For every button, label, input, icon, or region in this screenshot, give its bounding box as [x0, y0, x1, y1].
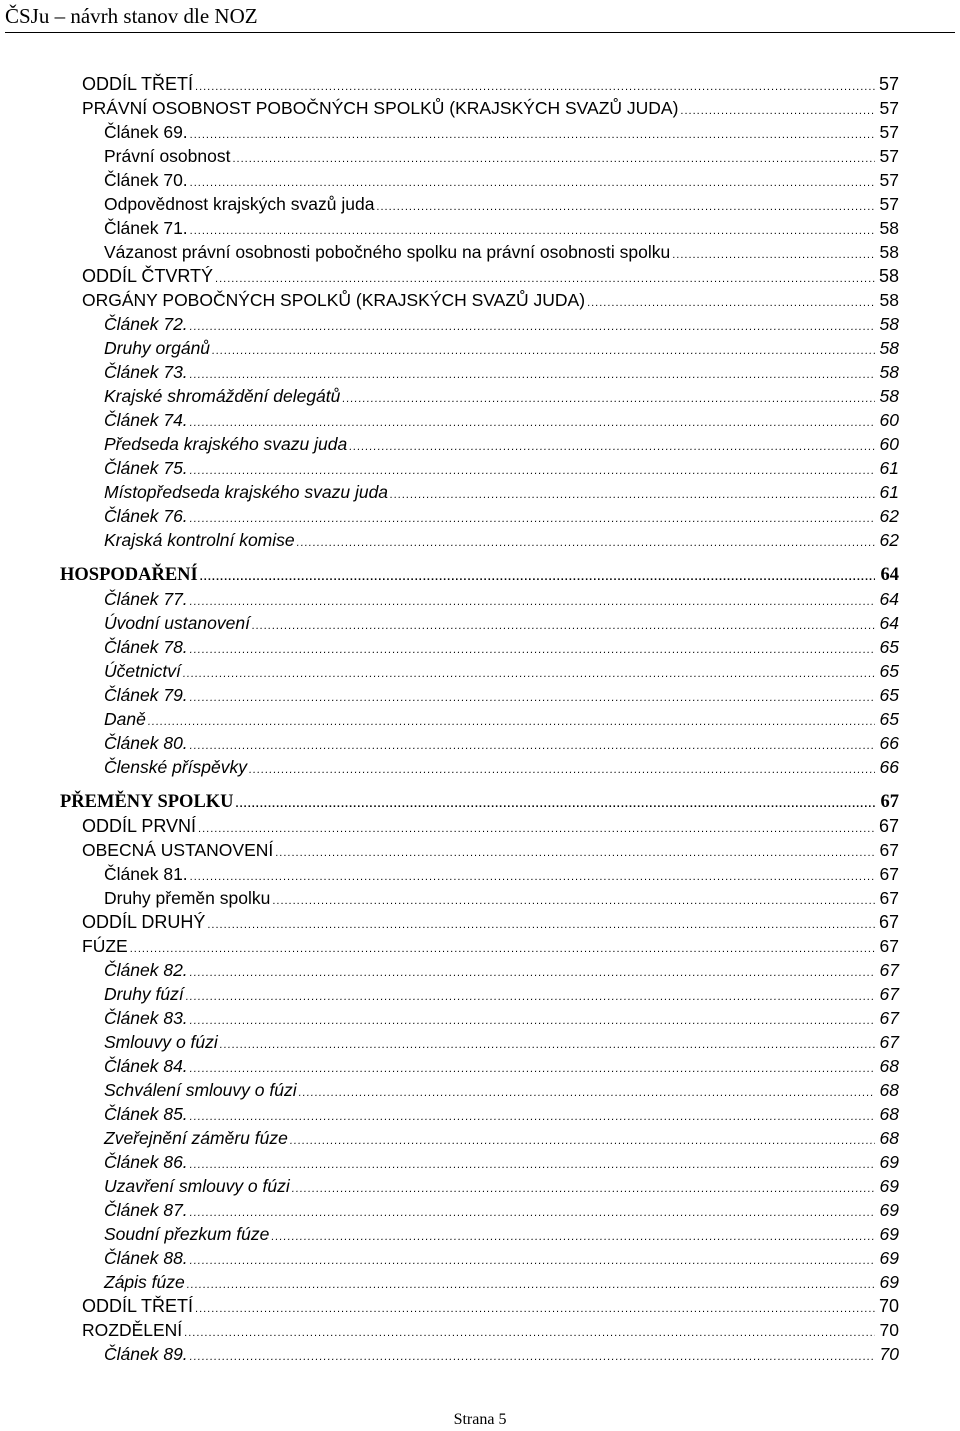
toc-entry[interactable]	[0, 456, 899, 480]
toc-entry-title: Místopředseda krajského svazu juda	[104, 482, 389, 502]
toc-entry-page: 68	[879, 1080, 899, 1100]
toc-entry[interactable]	[0, 862, 899, 886]
toc-entry-title: Druhy orgánů	[104, 338, 211, 358]
toc-leader-dots	[190, 1345, 875, 1369]
toc-entry-title: Vázanost právní osobnosti pobočného spolku na právní osobnosti spolku	[104, 242, 671, 262]
toc-entry[interactable]	[0, 1222, 899, 1246]
toc-entry-page: 58	[879, 218, 899, 238]
toc-entry[interactable]	[0, 1006, 899, 1030]
toc-entry-page: 58	[878, 266, 899, 286]
toc-entry-page: 58	[879, 290, 899, 310]
toc-entry[interactable]	[0, 72, 899, 96]
toc-entry-page: 62	[879, 530, 899, 550]
toc-entry-title: HOSPODAŘENÍ	[60, 565, 198, 585]
toc-entry[interactable]	[0, 814, 899, 838]
toc-entry[interactable]	[0, 288, 899, 312]
toc-entry-title: ORGÁNY POBOČNÝCH SPOLKŮ (KRAJSKÝCH SVAZŮ JUDA)	[82, 290, 586, 310]
toc-entry[interactable]	[0, 1198, 899, 1222]
toc-entry-page: 67	[879, 1008, 899, 1028]
toc-entry-page: 67	[878, 816, 899, 836]
toc-entry-page: 68	[879, 1104, 899, 1124]
toc-entry-title: Druhy přeměn spolku	[104, 888, 271, 908]
toc-entry[interactable]	[0, 168, 899, 192]
toc-entry-title: Článek 73.	[104, 362, 188, 382]
toc-entry[interactable]	[0, 1078, 899, 1102]
toc-entry[interactable]	[0, 683, 899, 707]
toc-entry-page: 69	[879, 1224, 899, 1244]
toc-entry-title: Článek 80.	[104, 733, 188, 753]
toc-entry[interactable]	[0, 982, 899, 1006]
toc-entry-page: 67	[879, 936, 899, 956]
toc-entry-title: Členské příspěvky	[104, 757, 247, 777]
toc-entry[interactable]	[0, 659, 899, 683]
toc-entry-title: Článek 85.	[104, 1104, 188, 1124]
toc-entry-title: Článek 72.	[104, 314, 188, 334]
toc-entry[interactable]	[0, 528, 899, 552]
toc-entry[interactable]	[0, 886, 899, 910]
toc-entry-page: 69	[879, 1272, 899, 1292]
toc-entry-title: ODDÍL TŘETÍ	[82, 1296, 194, 1316]
toc-entry-title: Článek 77.	[104, 589, 188, 609]
toc-entry[interactable]	[0, 384, 899, 408]
toc-entry-title: Krajská kontrolní komise	[104, 530, 295, 550]
toc-entry-title: ODDÍL PRVNÍ	[82, 816, 197, 836]
toc-entry-title: ODDÍL DRUHÝ	[82, 912, 206, 932]
toc-entry-page: 67	[878, 912, 899, 932]
toc-entry-title: Článek 71.	[104, 218, 188, 238]
toc-entry[interactable]	[0, 1246, 899, 1270]
toc-entry[interactable]	[0, 192, 899, 216]
toc-entry-title: Úvodní ustanovení	[104, 613, 250, 633]
toc-entry-page: 67	[879, 840, 899, 860]
toc-entry-page: 70	[878, 1296, 899, 1316]
toc-entry-page: 67	[879, 984, 899, 1004]
toc-entry-page: 57	[879, 122, 899, 142]
toc-entry-page: 65	[879, 661, 899, 681]
toc-entry[interactable]	[0, 504, 899, 528]
toc-entry[interactable]	[0, 264, 899, 288]
toc-entry[interactable]	[0, 96, 899, 120]
toc-entry-title: ODDÍL TŘETÍ	[82, 74, 194, 94]
toc-entry[interactable]	[0, 587, 899, 611]
toc-entry-page: 57	[879, 170, 899, 190]
toc-leader-dots	[249, 758, 875, 782]
toc-entry[interactable]	[0, 755, 899, 779]
toc-entry-page: 70	[879, 1320, 899, 1340]
toc-entry-title: Článek 81.	[104, 864, 188, 884]
toc-entry-page: 57	[879, 98, 899, 118]
toc-entry-page: 70	[879, 1344, 899, 1364]
toc-entry[interactable]	[0, 790, 899, 814]
toc-entry[interactable]	[0, 240, 899, 264]
toc-leader-dots	[236, 792, 875, 816]
toc-entry-title: Článek 78.	[104, 637, 188, 657]
toc-entry-page: 64	[879, 589, 899, 609]
toc-entry-page: 65	[879, 685, 899, 705]
toc-entry-title: Krajské shromáždění delegátů	[104, 386, 341, 406]
toc-entry-title: PRÁVNÍ OSOBNOST POBOČNÝCH SPOLKŮ (KRAJSKÝCH SVAZŮ JUDA)	[82, 98, 679, 118]
toc-entry-page: 61	[879, 482, 899, 502]
toc-entry-title: Uzavření smlouvy o fúzi	[104, 1176, 290, 1196]
toc-entry[interactable]	[0, 1174, 899, 1198]
toc-entry-page: 61	[879, 458, 899, 478]
toc-entry-page: 58	[879, 362, 899, 382]
toc-entry-title: Článek 70.	[104, 170, 188, 190]
toc-entry[interactable]	[0, 1318, 899, 1342]
toc-entry-title: Článek 74.	[104, 410, 188, 430]
page-number-footer: Strana 5	[453, 1411, 507, 1428]
toc-entry-title: Právní osobnost	[104, 146, 231, 166]
toc-entry-title: Účetnictví	[104, 661, 181, 681]
toc-entry-title: Článek 86.	[104, 1152, 188, 1172]
toc-entry-page: 64	[880, 565, 899, 585]
toc-entry-page: 69	[879, 1176, 899, 1196]
toc-entry[interactable]	[0, 480, 899, 504]
toc-entry[interactable]	[0, 958, 899, 982]
toc-entry-page: 69	[879, 1248, 899, 1268]
toc-entry-page: 58	[879, 314, 899, 334]
toc-entry-title: Smlouvy o fúzi	[104, 1032, 218, 1052]
toc-entry-title: Zápis fúze	[104, 1272, 185, 1292]
toc-entry-page: 57	[879, 194, 899, 214]
toc-entry-title: FÚZE	[82, 936, 128, 956]
toc-entry[interactable]	[0, 1294, 899, 1318]
toc-entry-title: Odpovědnost krajských svazů juda	[104, 194, 375, 214]
toc-entry-page: 67	[880, 792, 899, 812]
toc-entry[interactable]	[0, 1054, 899, 1078]
toc-entry-page: 57	[879, 146, 899, 166]
toc-entry-title: Článek 69.	[104, 122, 188, 142]
toc-entry-page: 62	[879, 506, 899, 526]
toc-entry-page: 66	[879, 757, 899, 777]
toc-entry-page: 60	[879, 434, 899, 454]
toc-entry-page: 65	[879, 637, 899, 657]
toc-entry-title: Daně	[104, 709, 146, 729]
toc-entry[interactable]	[0, 408, 899, 432]
toc-entry[interactable]	[0, 635, 899, 659]
toc-entry-title: ROZDĚLENÍ	[82, 1320, 183, 1340]
toc-entry-title: Zveřejnění záměru fúze	[104, 1128, 288, 1148]
toc-entry[interactable]	[0, 1150, 899, 1174]
toc-entry-title: Článek 75.	[104, 458, 188, 478]
toc-entry[interactable]	[0, 120, 899, 144]
toc-entry[interactable]	[0, 838, 899, 862]
toc-entry-title: Článek 84.	[104, 1056, 188, 1076]
toc-entry-title: OBECNÁ USTANOVENÍ	[82, 840, 274, 860]
toc-entry[interactable]	[0, 336, 899, 360]
toc-entry-page: 67	[879, 864, 899, 884]
toc-entry-title: Článek 82.	[104, 960, 188, 980]
toc-entry[interactable]	[0, 563, 899, 587]
toc-entry-page: 57	[878, 74, 899, 94]
toc-entry-page: 58	[879, 338, 899, 358]
toc-entry-page: 67	[879, 960, 899, 980]
toc-entry-page: 65	[879, 709, 899, 729]
toc-entry-title: Článek 87.	[104, 1200, 188, 1220]
toc-entry[interactable]	[0, 910, 899, 934]
toc-entry[interactable]	[0, 312, 899, 336]
header-title: ČSJu – návrh stanov dle NOZ	[5, 4, 258, 28]
toc-leader-dots	[297, 531, 875, 555]
toc-entry[interactable]	[0, 216, 899, 240]
toc-entry-title: PŘEMĚNY SPOLKU	[60, 792, 234, 812]
toc-entry-page: 68	[879, 1056, 899, 1076]
toc-entry[interactable]	[0, 1342, 899, 1366]
toc-entry[interactable]	[0, 1030, 899, 1054]
toc-entry-title: Soudní přezkum fúze	[104, 1224, 270, 1244]
toc-entry[interactable]	[0, 611, 899, 635]
toc-entry[interactable]	[0, 1102, 899, 1126]
toc-entry-page: 60	[879, 410, 899, 430]
toc-entry-title: Předseda krajského svazu juda	[104, 434, 348, 454]
toc-entry-page: 67	[879, 888, 899, 908]
toc-entry[interactable]	[0, 360, 899, 384]
toc-entry-page: 68	[879, 1128, 899, 1148]
toc-entry-page: 58	[879, 242, 899, 262]
toc-entry-title: Článek 76.	[104, 506, 188, 526]
toc-entry-page: 69	[879, 1152, 899, 1172]
toc-entry-page: 64	[879, 613, 899, 633]
toc-entry-page: 58	[879, 386, 899, 406]
toc-entry-page: 66	[879, 733, 899, 753]
toc-entry-page: 69	[879, 1200, 899, 1220]
toc-entry[interactable]	[0, 1270, 899, 1294]
toc-entry[interactable]	[0, 707, 899, 731]
toc-entry[interactable]	[0, 144, 899, 168]
toc-leader-dots	[200, 565, 875, 589]
toc-entry[interactable]	[0, 1126, 899, 1150]
toc-entry-title: Článek 79.	[104, 685, 188, 705]
toc-entry-title: Schválení smlouvy o fúzi	[104, 1080, 297, 1100]
toc-entry-title: Článek 83.	[104, 1008, 188, 1028]
toc-entry-title: Článek 88.	[104, 1248, 188, 1268]
toc-entry[interactable]	[0, 731, 899, 755]
toc-entry-title: Článek 89.	[104, 1344, 188, 1364]
toc-entry-page: 67	[879, 1032, 899, 1052]
toc-entry-title: ODDÍL ČTVRTÝ	[82, 266, 214, 286]
toc-entry[interactable]	[0, 934, 899, 958]
toc-entry-title: Druhy fúzí	[104, 984, 184, 1004]
toc-entry[interactable]	[0, 432, 899, 456]
running-header	[5, 0, 955, 33]
